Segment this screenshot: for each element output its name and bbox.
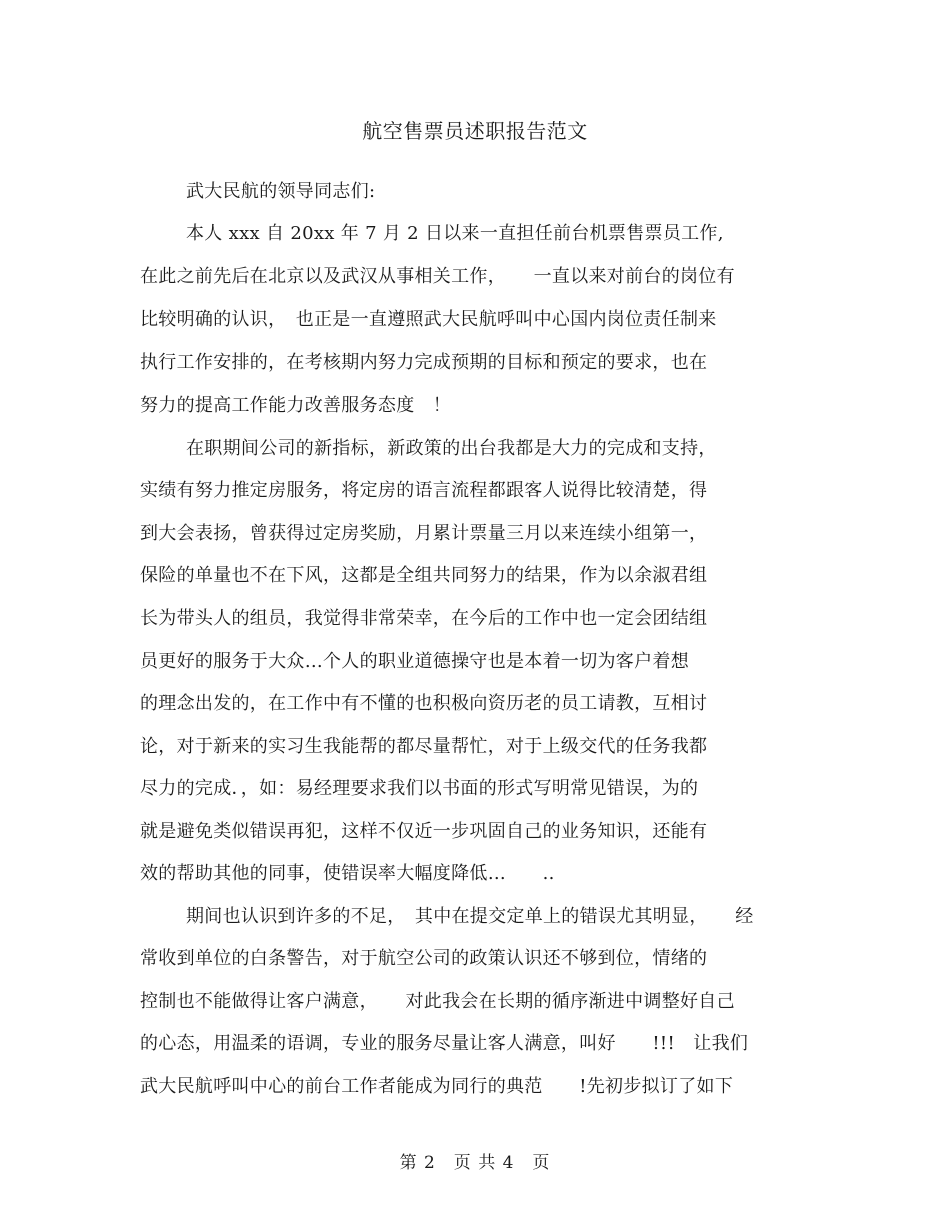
paragraph-line: 在此之前先后在北京以及武汉从事相关工作， 一直以来对前台的岗位有 (140, 266, 735, 287)
paragraph-line: 效的帮助其他的同事，使错误率大幅度降低… .. (140, 863, 555, 884)
paragraph-line: 论，对于新来的实习生我能帮的都尽量帮忙，对于上级交代的任务我都 (140, 736, 708, 757)
paragraph-line: 武大民航呼叫中心的前台工作者能成为同行的典范 !先初步拟订了如下 (140, 1076, 734, 1097)
document-title: 航空售票员述职报告范文 (362, 119, 588, 143)
paragraph-line: 本人 xxx 自 20xx 年 7 月 2 日以来一直担任前台机票售票员工作, (186, 223, 724, 244)
paragraph-line: 常收到单位的白条警告，对于航空公司的政策认识还不够到位，情绪的 (140, 948, 708, 969)
paragraph-line: 实绩有努力推定房服务，将定房的语言流程都跟客人说得比较清楚，得 (140, 480, 708, 501)
paragraph-line: 的理念出发的，在工作中有不懂的也积极向资历老的员工请教，互相讨 (140, 693, 708, 714)
paragraph-line: 就是避免类似错误再犯，这样不仅近一步巩固自己的业务知识，还能有 (140, 821, 708, 842)
paragraph-line: 努力的提高工作能力改善服务态度 ！ (140, 395, 452, 416)
paragraph-line: 员更好的服务于大众…个人的职业道德操守也是本着一切为客户着想 (140, 651, 689, 672)
paragraph-line: 到大会表扬，曾获得过定房奖励，月累计票量三月以来连续小组第一， (140, 523, 708, 544)
paragraph-line: 尽力的完成．，如：易经理要求我们以书面的形式写明常见错误，为的 (140, 778, 699, 799)
paragraph-line: 控制也不能做得让客户满意， 对此我会在长期的循序渐进中调整好自己 (140, 991, 735, 1012)
paragraph-line: 的心态，用温柔的语调，专业的服务尽量让客人满意，叫好 !!! 让我们 (140, 1033, 749, 1054)
paragraph-line: 执行工作安排的，在考核期内努力完成预期的目标和预定的要求，也在 (140, 352, 708, 373)
salutation: 武大民航的领导同志们: (186, 181, 376, 202)
paragraph-line: 在职期间公司的新指标，新政策的出台我都是大力的完成和支持， (186, 438, 717, 459)
paragraph-line: 保险的单量也不在下风，这都是全组共同努力的结果，作为以余淑君组 (140, 565, 708, 586)
paragraph-line: 比较明确的认识， 也正是一直遵照武大民航呼叫中心国内岗位责任制来 (140, 309, 717, 330)
page-number-footer: 第 2 页 共 4 页 (399, 1153, 551, 1173)
paragraph-line: 期间也认识到许多的不足， 其中在提交定单上的错误尤其明显， 经 (186, 906, 754, 927)
paragraph-line: 长为带头人的组员，我觉得非常荣幸，在今后的工作中也一定会团结组 (140, 608, 708, 629)
